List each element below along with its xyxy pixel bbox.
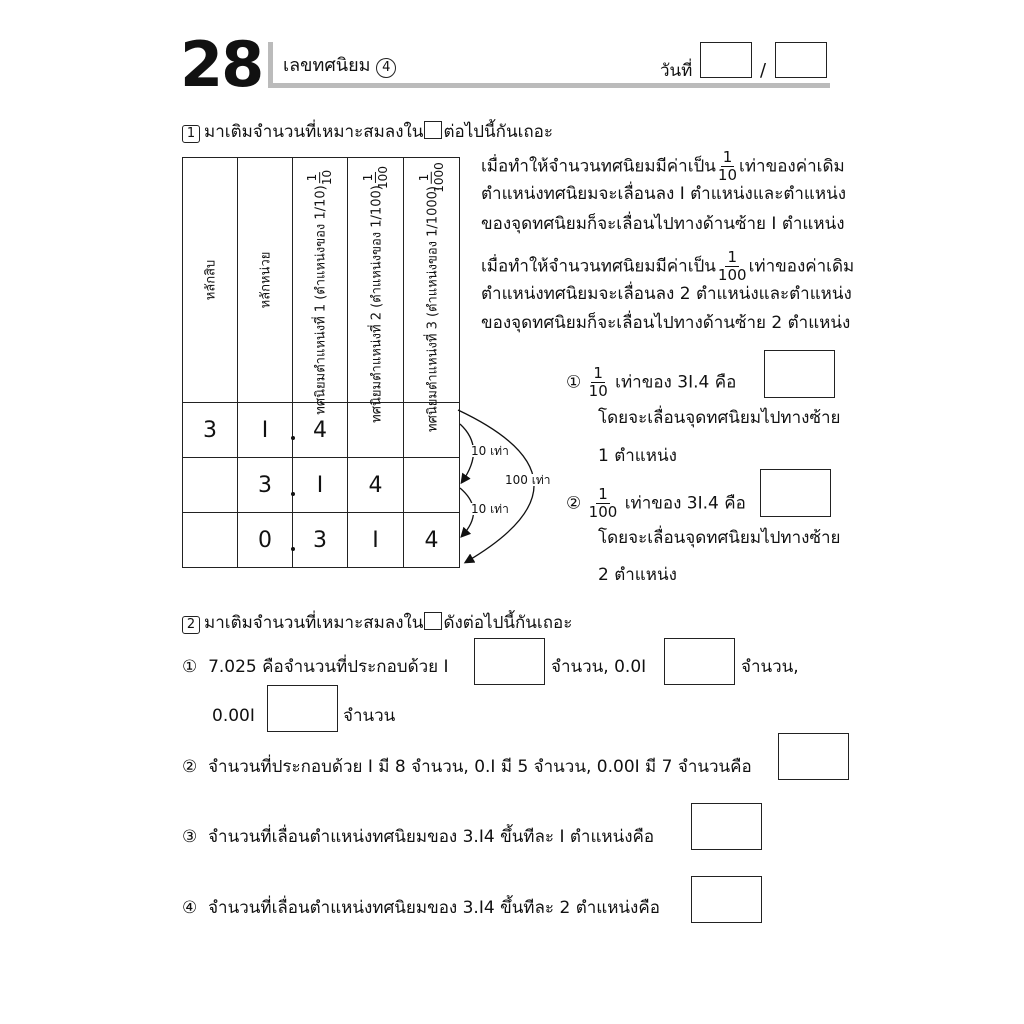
frac-1-100: $\frac{1}{100}$ <box>717 248 747 284</box>
table-cell <box>183 513 238 568</box>
decimal-point <box>291 436 295 440</box>
date-label: วันที่ <box>660 61 693 81</box>
section1-instruction <box>182 121 553 143</box>
s1-q1-answer-box[interactable] <box>764 350 835 398</box>
date-month-box[interactable] <box>775 42 827 78</box>
explanation-p2-line3: ของจุดทศนิยมก็จะเลื่อนไปทางด้านซ้าย 2 ตำแหน่ง <box>481 313 851 333</box>
table-cell <box>404 458 460 513</box>
frac-1-10: $\frac{1}{10}$ <box>717 148 738 184</box>
s1-q1-note2: 1 ตำแหน่ง <box>598 446 677 466</box>
decimal-point <box>291 492 295 496</box>
header-tenths-label: ทศนิยมตำแหน่งที่ 1 (ตำแหน่งของ 1/10) <box>313 184 329 415</box>
s2-q1-part3: จำนวน, <box>741 657 799 677</box>
table-cell: 0 <box>238 513 293 568</box>
header-hundredths <box>348 158 404 424</box>
table-cell: 4 <box>404 513 460 568</box>
s1-q1-note1: โดยจะเลื่อนจุดทศนิยมไปทางซ้าย <box>598 408 841 428</box>
table-cell: 4 <box>293 403 348 458</box>
s1-question-2: ② $\frac{1}{100}$ เท่าของ 3I.4 คือ <box>566 485 746 521</box>
page-title-text: เลขทศนิยม <box>283 55 371 76</box>
header-tenths-frac: 1 10 <box>305 169 335 186</box>
s1-q2-answer-box[interactable] <box>760 469 831 517</box>
shift-arrows-diagram <box>456 400 556 575</box>
s2-q2-answer-box[interactable] <box>778 733 849 780</box>
arrow-label-100x: 100 เท่า <box>505 473 551 487</box>
section2-instruction-after: ดังต่อไปนี้กันเถอะ <box>443 613 573 633</box>
s2-q1-box-ones[interactable] <box>474 638 545 685</box>
header-tens-label: หลักสิบ <box>203 259 219 301</box>
table-cell: 3 <box>238 458 293 513</box>
s1-question-1: ① $\frac{1}{10}$ เท่าของ 3I.4 คือ <box>566 364 737 400</box>
table-header-row <box>183 158 460 403</box>
table-cell: I <box>238 403 293 458</box>
table-cell: 4 <box>348 458 404 513</box>
section1-instruction-after: ต่อไปนี้กันเถอะ <box>443 122 554 142</box>
arrow-label-10x-lower: 10 เท่า <box>471 502 509 516</box>
s1-q2-note2: 2 ตำแหน่ง <box>598 565 677 585</box>
table-row <box>183 458 460 513</box>
section2-instruction-before: มาเติมจำนวนที่เหมาะสมลงใน <box>204 613 424 633</box>
header-ones-label: หลักหน่วย <box>258 251 274 309</box>
table-cell: 3 <box>293 513 348 568</box>
date-day-box[interactable] <box>700 42 752 78</box>
s2-q3: ③ จำนวนที่เลื่อนตำแหน่งทศนิยมของ 3.I4 ขึ้นทีละ I ตำแหน่งคือ <box>182 827 655 847</box>
frac-1-100: $\frac{1}{100}$ <box>588 485 618 521</box>
table-cell: 3 <box>183 403 238 458</box>
table-cell: I <box>348 513 404 568</box>
s1-q2-note1: โดยจะเลื่อนจุดทศนิยมไปทางซ้าย <box>598 528 841 548</box>
header-ones <box>238 158 293 403</box>
header-hundredths-label: ทศนิยมตำแหน่งที่ 2 (ตำแหน่งของ 1/100) <box>369 185 384 424</box>
table-cell: I <box>293 458 348 513</box>
decimal-point <box>291 547 295 551</box>
s2-q4: ④ จำนวนที่เลื่อนตำแหน่งทศนิยมของ 3.I4 ขึ้นทีละ 2 ตำแหน่งคือ <box>182 898 660 918</box>
explanation-p1-line2: ตำแหน่งทศนิยมจะเลื่อนลง I ตำแหน่งและตำแหน่ง <box>481 184 846 204</box>
title-badge: 4 <box>376 58 396 78</box>
section2-instruction <box>182 612 572 634</box>
header-underline <box>268 83 830 88</box>
header-bar-left <box>268 42 273 88</box>
s2-q1-part4: 0.00I <box>212 706 255 726</box>
page-title <box>283 57 396 78</box>
header-thousandths-frac: 1 1000 <box>416 162 446 193</box>
s2-q1-part2: จำนวน, 0.0I <box>551 657 647 677</box>
section2-number: 2 <box>182 616 200 634</box>
section1-number: 1 <box>182 125 200 143</box>
s2-q2: ② จำนวนที่ประกอบด้วย I มี 8 จำนวน, 0.I มี 5 จำนวน, 0.00I มี 7 จำนวนคือ <box>182 757 752 777</box>
place-value-table <box>182 157 460 568</box>
s2-q1-part5: จำนวน <box>343 706 396 726</box>
answer-box-icon <box>424 121 442 139</box>
header-thousandths <box>404 158 460 433</box>
frac-1-10: $\frac{1}{10}$ <box>588 364 608 400</box>
explanation-p1-line1: เมื่อทำให้จำนวนทศนิยมมีค่าเป็น $\frac{1}{10}$ เท่าของค่าเดิม <box>481 148 845 184</box>
arrow-label-10x-upper: 10 เท่า <box>471 444 509 458</box>
s2-q4-answer-box[interactable] <box>691 876 762 923</box>
header-tens <box>183 158 238 403</box>
section1-instruction-before: มาเติมจำนวนที่เหมาะสมลงใน <box>204 122 424 142</box>
table-cell <box>183 458 238 513</box>
header-thousandths-label: ทศนิยมตำแหน่งที่ 3 (ตำแหน่งของ 1/1000) <box>425 186 440 433</box>
explanation-p1-line3: ของจุดทศนิยมก็จะเลื่อนไปทางด้านซ้าย I ตำแหน่ง <box>481 214 845 234</box>
explanation-p2-line2: ตำแหน่งทศนิยมจะเลื่อนลง 2 ตำแหน่งและตำแหน่ง <box>481 284 852 304</box>
answer-box-icon <box>424 612 442 630</box>
s2-q1-box-thousandths[interactable] <box>267 685 338 732</box>
header-tenths <box>293 158 348 415</box>
s2-q1-box-hundredths[interactable] <box>664 638 735 685</box>
lesson-number: 28 <box>180 28 263 101</box>
explanation-p2-line1: เมื่อทำให้จำนวนทศนิยมมีค่าเป็น $\frac{1}{100}$ เท่าของค่าเดิม <box>481 248 855 284</box>
date-separator: / <box>760 60 767 81</box>
s2-q3-answer-box[interactable] <box>691 803 762 850</box>
s2-q1-part1: ① 7.025 คือจำนวนที่ประกอบด้วย I <box>182 657 449 677</box>
header-hundredths-frac: 1 100 <box>361 166 390 189</box>
table-row <box>183 513 460 568</box>
